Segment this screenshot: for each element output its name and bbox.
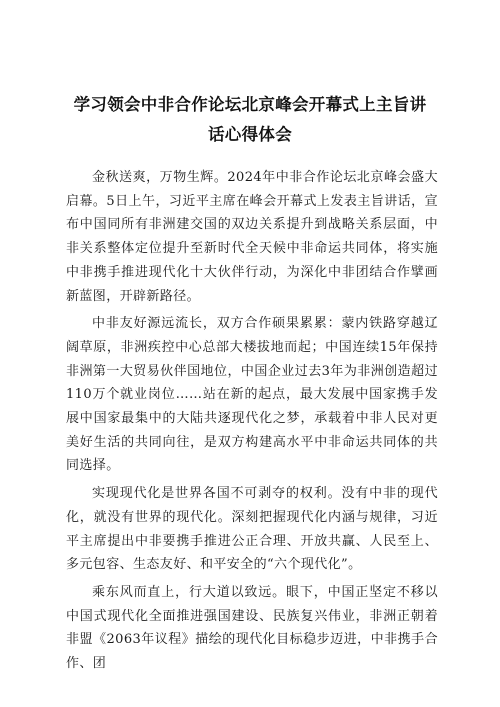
paragraph-1: 金秋送爽，万物生辉。2024年中非合作论坛北京峰会盛大启幕。5日上午，习近平主席在峰会开幕式上发表主旨讲话，宣布中国同所有非洲建交国的双边关系提升到战略关系层面，中非关系整体定位提升至新时代全天候中非命运共同体，将实施中非携手推进现代化十大伙伴行动，为深化中非团结合作擘画新蓝图，开辟新路径。: [66, 170, 438, 304]
document-title: 学习领会中非合作论坛北京峰会开幕式上主旨讲话心得体会: [73, 95, 427, 144]
paragraph-3: 实现现代化是世界各国不可剥夺的权利。没有中非的现代化，就没有世界的现代化。深刻把握现代化内涵与规律，习近平主席提出中非要携手推进公正合理、开放共赢、人民至上、多元包容、生态友好、和平安全的“六个现代化”。: [66, 486, 438, 573]
document-body: [66, 166, 438, 680]
paragraph-2: 中非友好源远流长，双方合作硕果累累：蒙内铁路穿越辽阔草原，非洲疾控中心总部大楼拔地而起；中国连续15年保持非洲第一大贸易伙伴国地位，中国企业过去3年为非洲创造超过110万个就业岗位……站在新的起点，最大发展中国家携手发展中国家最集中的大陆共逐现代化之梦，承载着中非人民对更美好生活的共同向往，是双方构建高水平中非命运共同体的共同选择。: [66, 316, 438, 474]
paragraph-4: 乘东风而直上，行大道以致远。眼下，中国正坚定不移以中国式现代化全面推进强国建设、民族复兴伟业，非洲正朝着非盟《2063年议程》描绘的现代化目标稳步迈进，中非携手合作、团: [66, 584, 438, 672]
